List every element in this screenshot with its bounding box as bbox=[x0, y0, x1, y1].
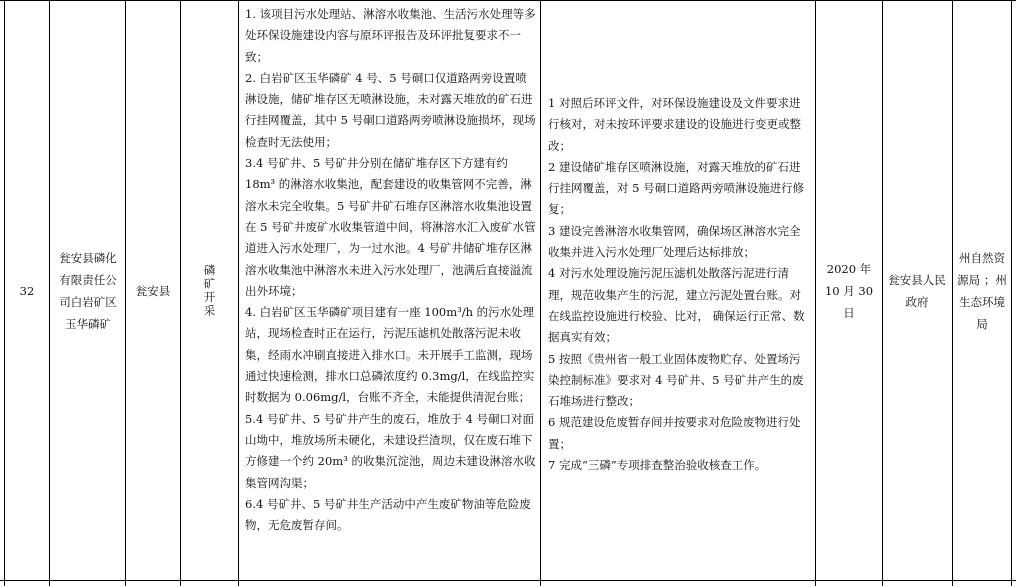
measures-list bbox=[548, 93, 810, 493]
measure-item: 4 对污水处理设施污泥压滤机处散落污泥进行清理，规范收集产生的污泥，建立污泥处置台账。对在线监控设施进行校验、比对， 确保运行正常、数据真实有效； bbox=[548, 266, 805, 345]
measure-item: 6 规范建设危废暂存间并按要求对危险废物进行处置； bbox=[548, 415, 801, 451]
problem-item: 3.4 号矿井、5 号矿井分别在储矿堆存区下方建有约 18m³ 的淋溶水收集池，配套建设的收集管网不完善，淋溶水未完全收集。5 号矿井矿石堆存区淋溶水收集池设置在 5 号矿井废矿水收集管道中间，将淋溶水汇入废矿水管道进入污水处理厂，为一过水池。4 号矿井储矿堆存区淋溶水收集池中淋溶水未进入污水处理厂，池满后直接溢流出外环境； bbox=[245, 156, 536, 298]
problem-item: 1. 该项目污水处理站、淋溶水收集池、生活污水处理等多处环保设施建设内容与原环评报告及环评批复要求不一致； bbox=[245, 7, 536, 64]
col-divider bbox=[952, 0, 953, 586]
supervising-departments: 州自然资 源局 ；州生态环境局 bbox=[957, 250, 1007, 331]
measure-item: 3 建设完善淋溶水收集管网，确保场区淋溶水完全收集并进入污水处理厂处理后达标排放； bbox=[548, 223, 801, 260]
problem-item: 5.4 号矿井、5 号矿井产生的废石，堆放于 4 号硐口对面山坳中，堆放场所未硬化，未建设拦渣坝，仅在废石堆下方修建一个约 20m³ 的收集沉淀池，周边未建设淋溶水收集管网沟渠； bbox=[245, 411, 536, 490]
table-border-bottom bbox=[0, 580, 1016, 581]
measure-item: 7 完成“三磷”专项排查整治验收核查工作。 bbox=[548, 458, 767, 473]
problem-item: 2. 白岩矿区玉华磷矿 4 号、5 号硐口仅道路两旁设置喷淋设施，储矿堆存区无喷淋设施，未对露天堆放的矿石进行挂网覆盖，其中 5 号硐口道路两旁喷淋设施损坏，现场检查时无法使用； bbox=[245, 70, 536, 149]
county: 瓮安县 bbox=[135, 283, 171, 298]
deadline: 2020 年10 月 30 日 bbox=[824, 261, 874, 320]
company-name: 瓮安县磷化有限责任公司白岩矿区玉华磷矿 bbox=[59, 250, 117, 331]
col-divider bbox=[49, 0, 50, 586]
problem-item: 4. 白岩矿区玉华磷矿项目建有一座 100m³/h 的污水处理站，现场检查时正在运行，污泥压滤机处散落污泥未收集，经雨水冲刷直接进入排水口。未开展手工监测，现场通过快速检测，排水口总磷浓度约 0.3mg/l，在线监控实时数据为 0.06mg/l，台账不齐全，未能提供清泥台账； bbox=[245, 305, 535, 405]
measure-item: 2 建设储矿堆存区喷淋设施，对露天堆放的矿石进行挂网覆盖，对 5 号硐口道路两旁喷淋设施进行修复； bbox=[548, 159, 805, 217]
measure-item: 5 按照《贵州省一般工业固体废物贮存、处置场污染控制标准》要求对 4 号矿井、5 号矿井产生的废石堆场进行整改； bbox=[548, 351, 804, 409]
industry-category-cell bbox=[181, 1, 238, 580]
col-divider bbox=[815, 0, 816, 586]
col-divider bbox=[882, 0, 883, 586]
problem-item: 6.4 号矿井、5 号矿井生产活动中产生废矿物油等危险废物，无危废暂存间。 bbox=[245, 496, 531, 533]
responsible-government: 瓮安县人民政府 bbox=[888, 272, 946, 309]
measure-item: 1 对照后环评文件，对环保设施建设及文件要求进行核对，对未按环评要求建设的设施进行变更或整改； bbox=[548, 96, 801, 153]
industry-category: 磷矿开采 bbox=[202, 263, 217, 318]
problems-list bbox=[245, 4, 537, 580]
col-divider bbox=[1011, 0, 1012, 586]
col-divider bbox=[238, 0, 239, 586]
col-divider bbox=[540, 0, 541, 586]
row-number: 32 bbox=[19, 283, 35, 298]
